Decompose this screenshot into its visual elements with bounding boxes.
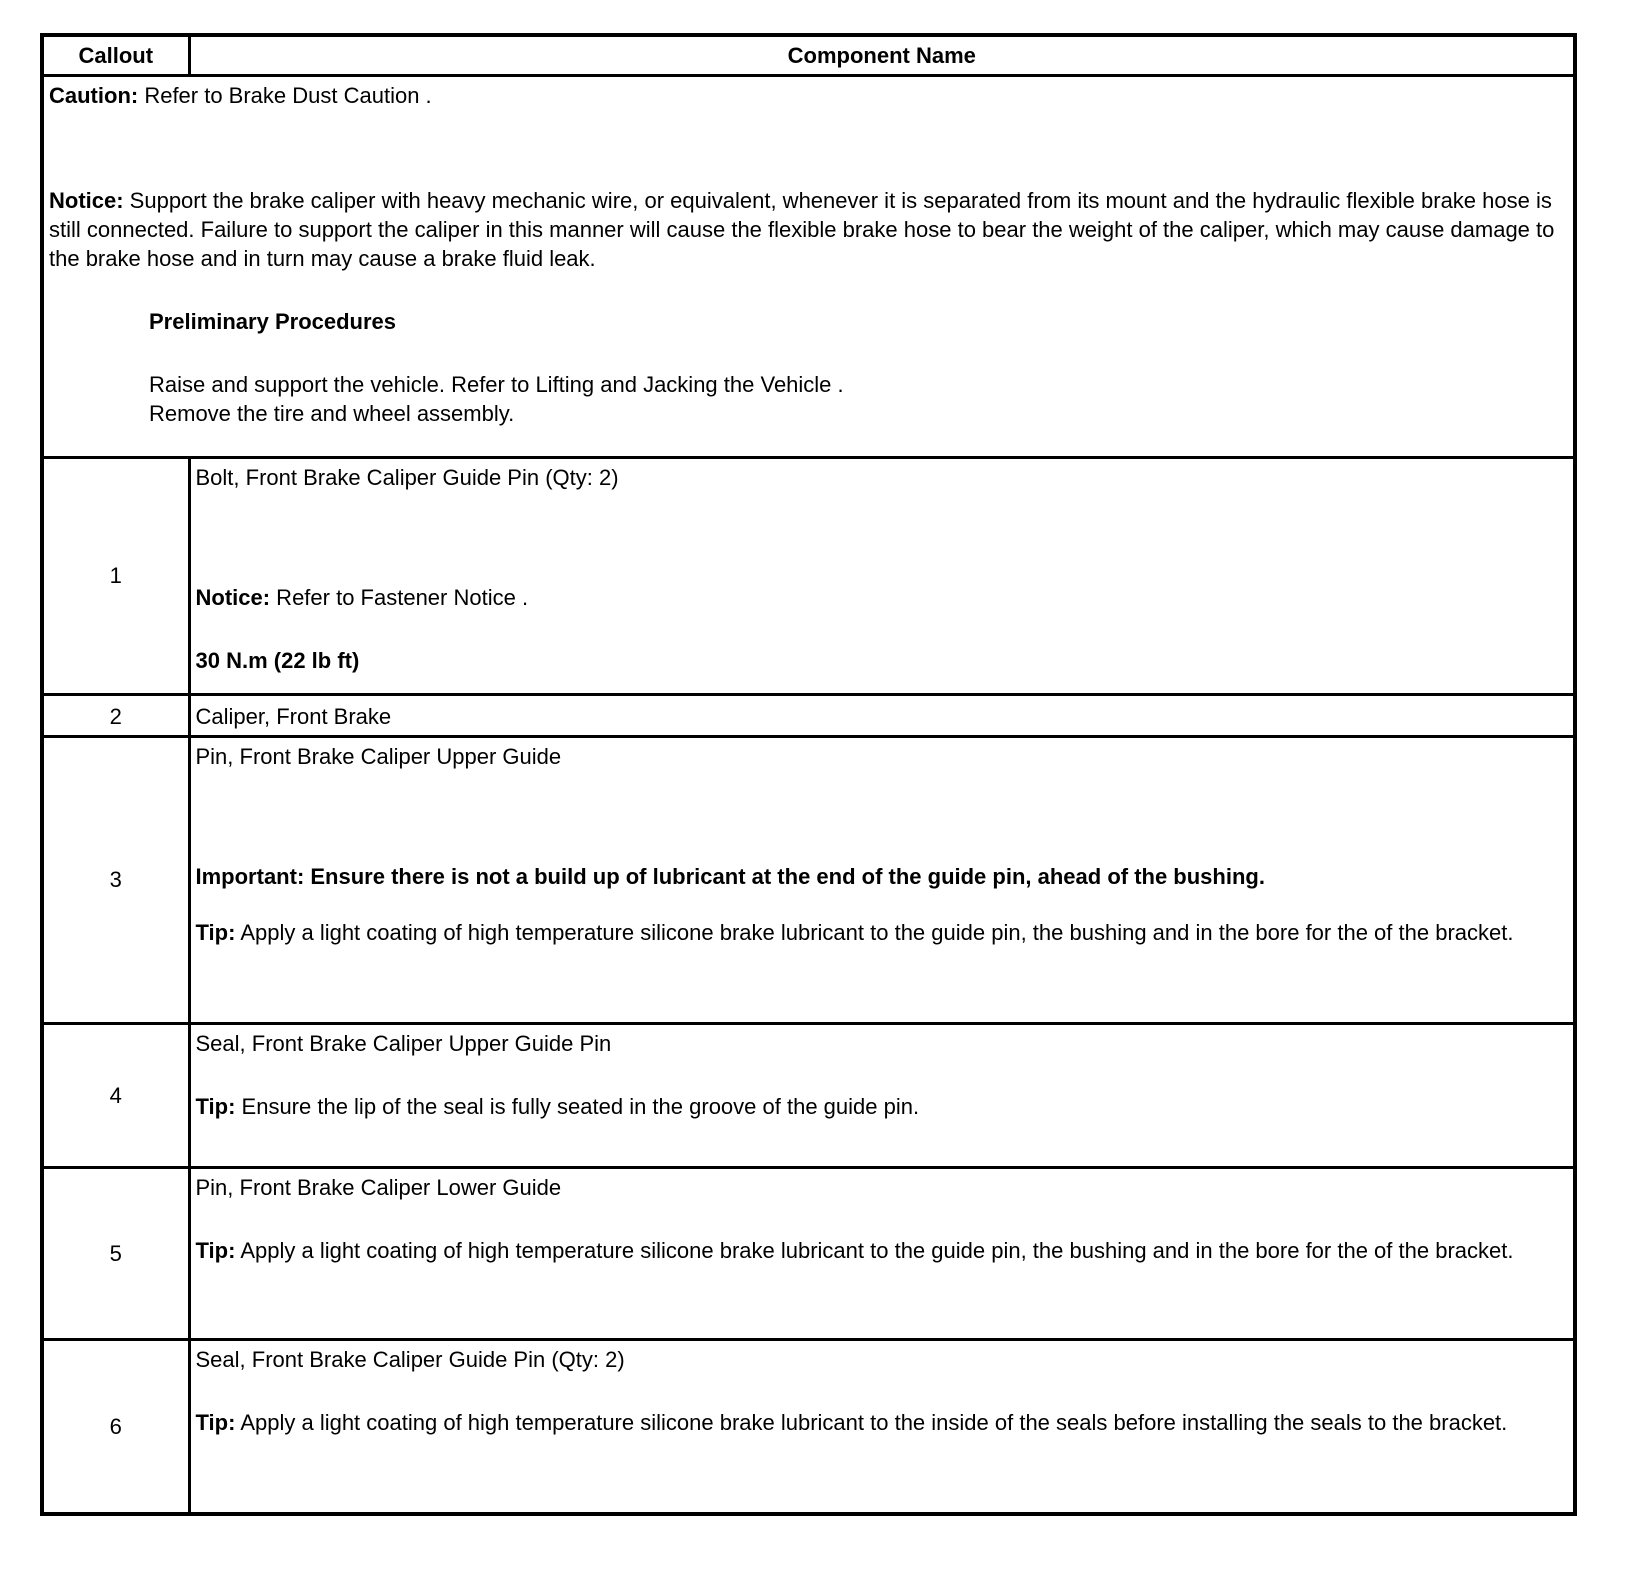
tip-note [196, 1236, 1569, 1265]
notice-paragraph [49, 186, 1568, 273]
parts-table-page [40, 33, 1573, 1516]
tip-text: Apply a light coating of high temperature silicone brake lubricant to the inside of the seals before installing the seals to the bracket. [235, 1409, 1508, 1435]
header-row [42, 35, 1575, 75]
callout-number: 3 [42, 736, 189, 1023]
preliminary-heading: Preliminary Procedures [149, 308, 397, 334]
component-cell [189, 1023, 1575, 1167]
tip-text: Ensure the lip of the seal is fully seated in the groove of the guide pin. [235, 1093, 920, 1119]
tip-label: Tip: [195, 1237, 236, 1263]
header-callout: Callout [42, 35, 189, 75]
component-cell [189, 694, 1575, 736]
tip-note [196, 918, 1569, 947]
tip-text: Apply a light coating of high temperature silicone brake lubricant to the guide pin, the bushing and in the bore for the of the bracket. [235, 1237, 1514, 1263]
important-note: Important: Ensure there is not a build up of lubricant at the end of the guide pin, ahead of the bushing. [195, 863, 1265, 889]
tip-label: Tip: [195, 919, 236, 945]
caution-label: Caution: [49, 82, 139, 108]
notice-line [196, 583, 1569, 612]
component-cell [189, 736, 1575, 1023]
tip-text: Apply a light coating of high temperature silicone brake lubricant to the guide pin, the bushing and in the bore for the of the bracket. [235, 919, 1514, 945]
component-name: Pin, Front Brake Caliper Upper Guide [195, 743, 562, 769]
callout-number: 4 [42, 1023, 189, 1167]
component-name: Caliper, Front Brake [195, 703, 392, 729]
component-name: Pin, Front Brake Caliper Lower Guide [195, 1174, 562, 1200]
preliminary-step: Raise and support the vehicle. Refer to Lifting and Jacking the Vehicle . [149, 371, 844, 397]
intro-cell [42, 75, 1575, 457]
notice-label: Notice: [49, 187, 124, 213]
table-row [42, 1023, 1575, 1167]
caution-line [49, 81, 1568, 110]
component-cell [189, 1339, 1575, 1514]
callout-number: 5 [42, 1167, 189, 1339]
component-name: Seal, Front Brake Caliper Upper Guide Pin [195, 1030, 612, 1056]
tip-note [196, 1092, 1569, 1121]
header-component-name: Component Name [189, 35, 1575, 75]
component-cell [189, 1167, 1575, 1339]
component-cell [189, 457, 1575, 694]
notice-text: Refer to Fastener Notice . [270, 584, 529, 610]
component-name: Seal, Front Brake Caliper Guide Pin (Qty: 2) [195, 1346, 625, 1372]
table-row [42, 1167, 1575, 1339]
parts-table [40, 33, 1577, 1516]
callout-number: 6 [42, 1339, 189, 1514]
callout-number: 2 [42, 694, 189, 736]
component-name: Bolt, Front Brake Caliper Guide Pin (Qty: 2) [195, 464, 619, 490]
tip-label: Tip: [195, 1409, 236, 1435]
table-row [42, 1339, 1575, 1514]
intro-row [42, 75, 1575, 457]
tip-label: Tip: [195, 1093, 236, 1119]
notice-label: Notice: [195, 584, 271, 610]
preliminary-step: Remove the tire and wheel assembly. [149, 400, 515, 426]
callout-number: 1 [42, 457, 189, 694]
notice-text: Support the brake caliper with heavy mechanic wire, or equivalent, whenever it is separated from its mount and the hydraulic flexible brake hose is still connected. Failure to support the caliper in this manner will cause the flexible brake hose to bear the weight of the caliper, which may cause damage to the brake hose and in turn may cause a brake fluid leak. [49, 187, 1555, 271]
table-row [42, 694, 1575, 736]
caution-text: Refer to Brake Dust Caution . [138, 82, 432, 108]
torque-spec: 30 N.m (22 lb ft) [195, 647, 360, 673]
table-row [42, 457, 1575, 694]
table-row [42, 736, 1575, 1023]
tip-note [196, 1408, 1569, 1437]
